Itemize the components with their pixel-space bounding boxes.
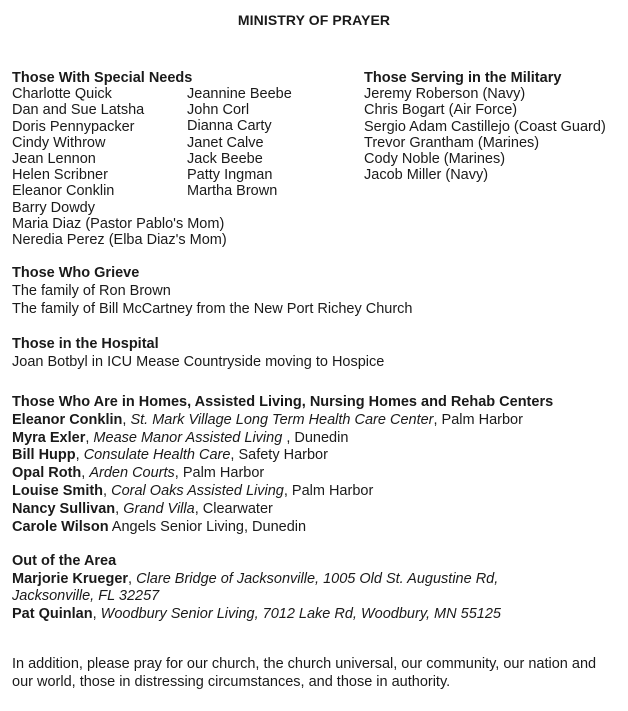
list-item: Dan and Sue Latsha bbox=[12, 102, 145, 119]
list-item: Neredia Perez (Elba Diaz's Mom) bbox=[12, 232, 227, 249]
list-item bbox=[12, 588, 501, 606]
hospital-section bbox=[12, 335, 384, 371]
out-of-area-section bbox=[12, 553, 501, 623]
location-text: , Dunedin bbox=[286, 429, 349, 446]
location-text: , bbox=[75, 447, 84, 464]
grieve-list bbox=[12, 282, 413, 318]
location-text: , bbox=[81, 465, 90, 482]
list-item bbox=[12, 483, 553, 501]
list-item: Jeremy Roberson (Navy) bbox=[364, 86, 526, 103]
list-item: The family of Ron Brown bbox=[12, 283, 171, 299]
grieve-heading: Those Who Grieve bbox=[12, 265, 140, 281]
list-item: Barry Dowdy bbox=[12, 199, 95, 216]
person-name: Louise Smith bbox=[12, 482, 104, 499]
hospital-list bbox=[12, 353, 384, 371]
location-text: , Safety Harbor bbox=[230, 447, 328, 464]
location-text: , Dunedin bbox=[244, 518, 307, 535]
out-of-area-heading: Out of the Area bbox=[12, 553, 117, 569]
list-item: Martha Brown bbox=[187, 183, 278, 200]
list-item bbox=[12, 571, 501, 589]
location-text: Mease Manor Assisted Living bbox=[93, 429, 287, 446]
list-item: Sergio Adam Castillejo (Coast Guard) bbox=[364, 118, 606, 135]
person-name: Myra Exler bbox=[12, 429, 86, 446]
location-text: Coral Oaks Assisted Living bbox=[111, 482, 284, 499]
list-item: Jacob Miller (Navy) bbox=[364, 167, 489, 184]
person-name: Eleanor Conklin bbox=[12, 411, 123, 428]
location-text: , Palm Harbor bbox=[174, 465, 265, 482]
person-name: Bill Hupp bbox=[12, 447, 76, 464]
location-text: , bbox=[85, 429, 94, 446]
location-text: St. Mark Village Long Term Health Care Center bbox=[130, 411, 434, 428]
location-text: Arden Courts bbox=[89, 465, 175, 482]
person-name: Pat Quinlan bbox=[12, 605, 93, 622]
location-text: , bbox=[103, 482, 112, 499]
person-name: Marjorie Krueger bbox=[12, 570, 129, 587]
location-text: , Palm Harbor bbox=[433, 411, 523, 428]
hospital-heading: Those in the Hospital bbox=[12, 336, 159, 352]
person-name: Carole Wilson bbox=[12, 518, 109, 535]
list-item: Patty Ingman bbox=[187, 167, 273, 184]
homes-list bbox=[12, 412, 553, 537]
location-text: , bbox=[115, 500, 124, 517]
special-needs-col2 bbox=[187, 86, 292, 199]
location-text: Clare Bridge of Jacksonville, 1005 Old St. Augustine Rd, bbox=[136, 570, 499, 587]
list-item bbox=[12, 430, 553, 448]
list-item: Trevor Grantham (Marines) bbox=[364, 134, 540, 151]
list-item: Joan Botbyl in ICU Mease Countryside moving to Hospice bbox=[12, 354, 385, 370]
location-text: Angels Senior Living bbox=[111, 518, 244, 535]
page-title: MINISTRY OF PRAYER bbox=[237, 12, 391, 28]
location-text: , Palm Harbor bbox=[283, 482, 374, 499]
list-item bbox=[12, 606, 501, 624]
list-item: Maria Diaz (Pastor Pablo's Mom) bbox=[12, 215, 225, 232]
homes-heading: Those Who Are in Homes, Assisted Living, Nursing Homes and Rehab Centers bbox=[12, 394, 554, 410]
special-needs-heading: Those With Special Needs bbox=[12, 70, 193, 86]
list-item: Charlotte Quick bbox=[12, 86, 112, 103]
location-text: , Clearwater bbox=[194, 500, 273, 517]
list-item: Janet Calve bbox=[187, 134, 264, 151]
out-of-area-list bbox=[12, 571, 501, 624]
location-text: , bbox=[122, 411, 131, 428]
military-list bbox=[364, 86, 606, 183]
list-item bbox=[12, 412, 553, 430]
military-heading: Those Serving in the Military bbox=[364, 70, 562, 86]
list-item: Jack Beebe bbox=[187, 150, 263, 167]
grieve-section bbox=[12, 264, 413, 318]
list-item: Jeannine Beebe bbox=[187, 86, 292, 102]
list-item: Chris Bogart (Air Force) bbox=[364, 102, 518, 119]
location-text: Consulate Health Care bbox=[83, 447, 231, 464]
location-text: Grand Villa bbox=[123, 500, 195, 517]
military-section bbox=[364, 70, 606, 183]
closing-paragraph: In addition, please pray for our church, the church universal, our community, our nation and our world, those in distressing circumstances, and those in authority. bbox=[12, 656, 597, 690]
location-text: , bbox=[92, 605, 101, 622]
homes-section bbox=[12, 394, 553, 536]
list-item bbox=[12, 519, 553, 537]
list-item: Jean Lennon bbox=[12, 151, 96, 168]
list-item: John Corl bbox=[187, 102, 250, 119]
list-item bbox=[12, 447, 553, 465]
list-item bbox=[12, 465, 553, 483]
list-item: Cindy Withrow bbox=[12, 134, 106, 151]
list-item: Helen Scribner bbox=[12, 167, 108, 184]
location-text: Jacksonville, FL 32257 bbox=[12, 588, 160, 605]
list-item: The family of Bill McCartney from the New Port Richey Church bbox=[12, 301, 413, 317]
list-item: Doris Pennypacker bbox=[12, 118, 135, 135]
location-text: , bbox=[128, 570, 137, 587]
person-name: Nancy Sullivan bbox=[12, 500, 116, 517]
list-item: Dianna Carty bbox=[187, 118, 272, 135]
location-text: Woodbury Senior Living, 7012 Lake Rd, Woodbury, MN 55125 bbox=[100, 605, 501, 622]
list-item bbox=[12, 501, 553, 519]
list-item: Eleanor Conklin bbox=[12, 183, 115, 200]
list-item: Cody Noble (Marines) bbox=[364, 151, 506, 168]
person-name: Opal Roth bbox=[12, 465, 82, 482]
